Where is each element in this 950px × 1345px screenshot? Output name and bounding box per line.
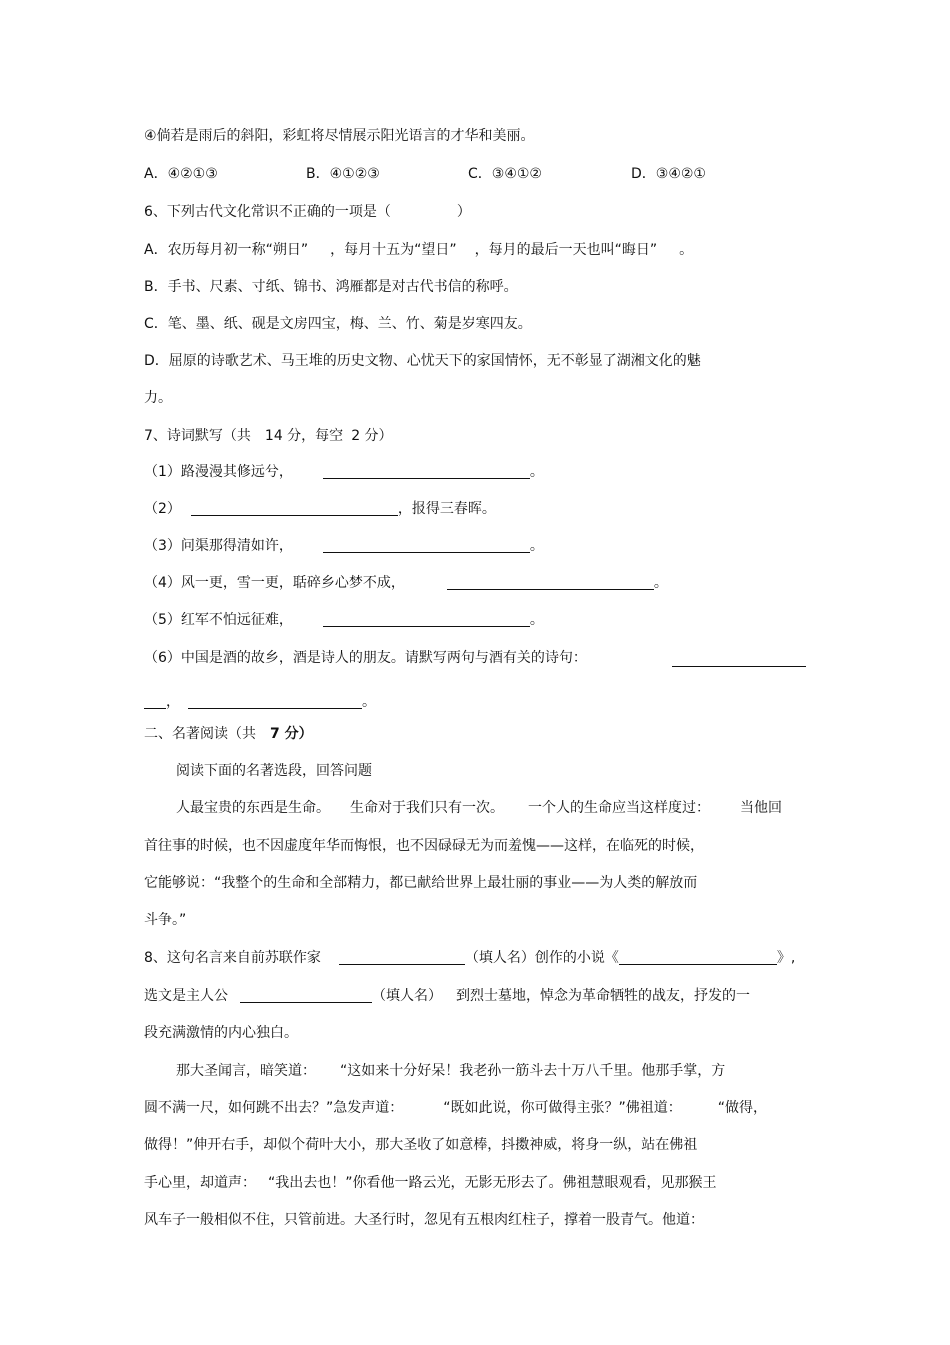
q6-option-d-line1: D．屈原的诗歌艺术、马王堆的历史文物、心忧天下的家国情怀，无不彰显了湖湘文化的魅 [144,353,701,369]
q6-option-a-part3: ，每月的最后一天也叫“晦日” [474,242,658,258]
passage2-line4 [144,1173,717,1193]
section2-title-part2: 7 分） [270,726,313,742]
q7-blank4[interactable] [447,575,654,590]
q7-title [144,426,393,446]
q8-blank-novel[interactable] [619,950,777,965]
q7-line6-cont [144,692,376,712]
q7-line5 [144,610,544,630]
q7-line5-prompt: （5）红军不怕远征难， [144,612,293,628]
q7-title-part1: 7、诗词默写（共 [144,428,251,444]
q7-line3-prompt: （3）问渠那得清如许， [144,538,293,554]
q6-stem [144,202,471,222]
q6-option-c: C．笔、墨、纸、砚是文房四宝，梅、兰、竹、菊是岁寒四友。 [144,316,532,332]
q8-line3: 段充满激情的内心独白。 [144,1025,298,1041]
q7-line3 [144,536,544,556]
q7-line6-prompt: （6）中国是酒的故乡，酒是诗人的朋友。请默写两句与酒有关的诗句： [144,650,587,666]
q7-line2-prompt: （2） [144,501,181,517]
q6-option-a-part4: 。 [679,242,694,258]
q7-blank6a-cont[interactable] [144,694,166,709]
q7-line4-end: 。 [653,575,668,591]
passage2-line4-part2: “我出去也！”你看他一路云光，无影无形去了。佛祖慧眼观看，见那猴王 [268,1175,717,1191]
q5-option-b: B．④①②③ [306,166,380,182]
q6-option-a-part2: ，每月十五为“望日” [330,242,457,258]
passage2-line5: 风车子一般相似不住，只管前进。大圣行时，忽见有五根肉红柱子，撑着一股青气。他道： [144,1212,704,1228]
section2-intro: 阅读下面的名著选段，回答问题 [176,763,372,779]
passage2-line2 [144,1098,767,1118]
q8-line2-part2: （填人名） [372,988,442,1004]
passage2-line1-part1: 那大圣闻言，暗笑道： [176,1063,316,1079]
q6-stem-close: ） [456,204,471,220]
q7-blank3[interactable] [323,538,530,553]
q7-line5-end: 。 [529,612,544,628]
q7-line6-comma: ， [166,694,180,710]
q8-line1 [144,948,795,968]
passage1-line1-part3: 一个人的生命应当这样度过： [528,800,710,816]
q6-stem-text: 6、下列古代文化常识不正确的一项是（ [144,204,391,220]
passage1-line1 [176,798,782,818]
q6-option-d-line2: 力。 [144,390,172,406]
q7-blank6b[interactable] [188,694,362,709]
q7-line3-end: 。 [529,538,544,554]
passage1-line1-part1: 人最宝贵的东西是生命。 [176,800,330,816]
passage1-line3: 它能够说：“我整个的生命和全部精力，都已献给世界上最壮丽的事业——为人类的解放而 [144,875,698,891]
q7-line1 [144,462,544,482]
passage2-line2-part1: 圆不满一尺，如何跳不出去？”急发声道： [144,1100,404,1116]
passage1-line4: 斗争。” [144,912,187,928]
q7-blank5[interactable] [323,612,530,627]
q7-blank2[interactable] [191,501,398,516]
passage2-line4-part1: 手心里，却道声： [144,1175,256,1191]
q5-option-d: D．③④②① [631,166,706,182]
passage1-line2: 首往事的时候，也不因虚度年华而悔恨，也不因碌碌无为而羞愧——这样，在临死的时候， [144,838,704,854]
section2-title [144,724,313,744]
passage2-line2-part2: “既如此说，你可做得主张？”佛祖道： [443,1100,682,1116]
passage1-line1-part4: 当他回 [740,800,782,816]
q8-line2-part3: 到烈士墓地，悼念为革命牺牲的战友，抒发的一 [456,988,750,1004]
passage2-line3: 做得！”伸开右手，却似个荷叶大小，那大圣收了如意棒，抖擞神威，将身一纵，站在佛祖 [144,1137,698,1153]
q5-item4: ④倘若是雨后的斜阳，彩虹将尽情展示阳光语言的才华和美丽。 [144,128,535,144]
q7-blank1[interactable] [323,464,530,479]
q6-option-a-part1: A．农历每月初一称“朔日” [144,242,309,258]
q7-title-part3: 2 分） [351,428,393,444]
passage2-line2-part3: “做得， [717,1100,768,1116]
q5-option-a: A．④②①③ [144,166,218,182]
section2-title-part1: 二、名著阅读（共 [144,726,256,742]
passage2-line1 [176,1061,725,1081]
q7-title-part2: 14 分，每空 [264,428,344,444]
q7-line2 [144,499,496,519]
q6-option-a [144,240,693,260]
passage1-line1-part2: 生命对于我们只有一次。 [350,800,504,816]
q7-line2-end: ，报得三春晖。 [397,501,496,517]
q7-line4 [144,573,668,593]
q8-blank-author[interactable] [339,950,465,965]
q7-line4-prompt: （4）风一更，雪一更，聒碎乡心梦不成， [144,575,405,591]
q8-line1-part3: 》, [776,950,796,966]
q8-line1-part1: 8、这句名言来自前苏联作家 [144,950,321,966]
q8-line2-part1: 选文是主人公 [144,988,228,1004]
q7-line1-end: 。 [529,464,544,480]
q6-option-b: B．手书、尺素、寸纸、锦书、鸿雁都是对古代书信的称呼。 [144,279,518,295]
q7-line1-prompt: （1）路漫漫其修远兮， [144,464,293,480]
q8-line2 [144,986,750,1006]
q7-line6-end: 。 [362,694,376,710]
q5-option-c: C．③④①② [468,166,542,182]
q7-line6 [144,648,587,668]
passage2-line1-part2: “这如来十分好呆！我老孙一筋斗去十万八千里。他那手掌，方 [340,1063,726,1079]
q7-blank6a[interactable] [672,652,806,667]
q8-blank-protagonist[interactable] [240,988,372,1003]
q8-line1-part2: （填人名）创作的小说《 [464,950,619,966]
